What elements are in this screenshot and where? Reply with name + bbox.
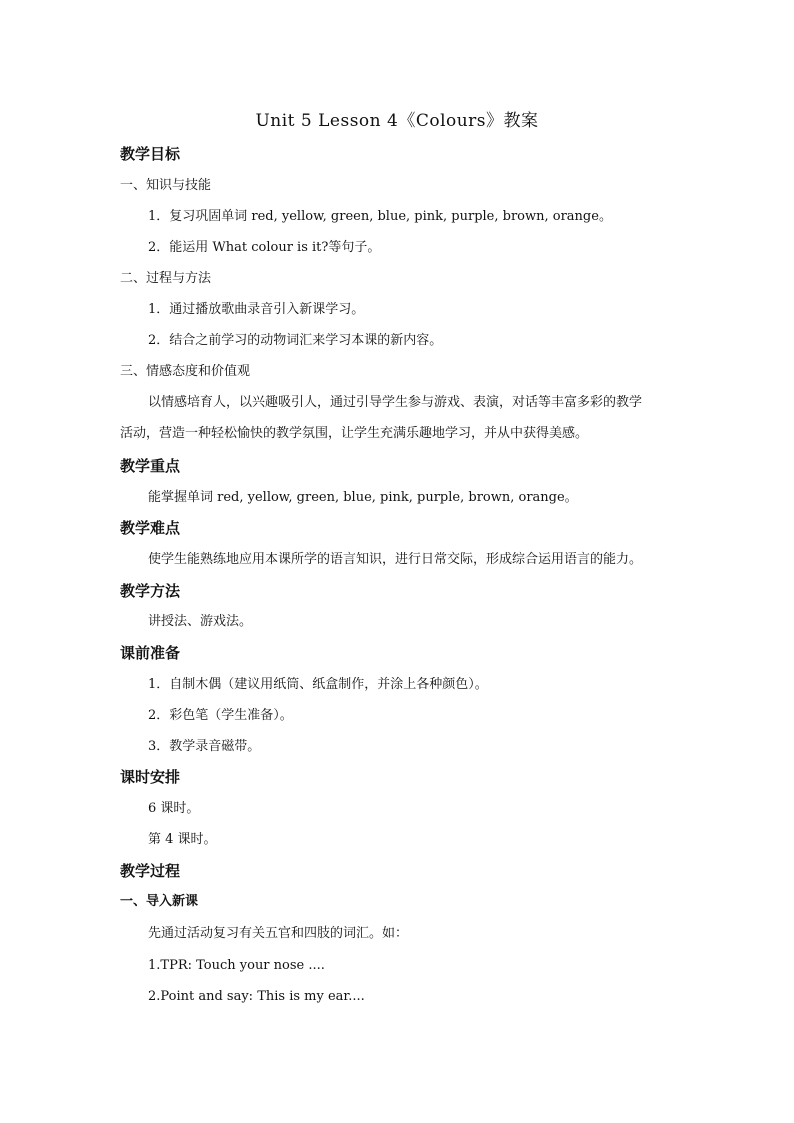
list-item: 1．自制木偶（建议用纸筒、纸盒制作，并涂上各种颜色）。 [148, 677, 488, 692]
list-item: 2．能运用 What colour is it?等句子。 [148, 240, 381, 255]
subheading-lead-in: 一、导入新课 [120, 894, 199, 909]
paragraph-line: 先通过活动复习有关五官和四肢的词汇。如： [148, 926, 409, 941]
section-heading-difficulties: 教学难点 [120, 519, 181, 537]
section-heading-procedure: 教学过程 [120, 862, 181, 880]
paragraph-line: 讲授法、游戏法。 [148, 614, 253, 629]
section-heading-preparation: 课前准备 [120, 644, 181, 662]
list-item: 2.Point and say: This is my ear.... [148, 989, 365, 1004]
list-item: 6 课时。 [148, 801, 200, 816]
list-item: 2．彩色笔（学生准备）。 [148, 708, 293, 723]
section-heading-schedule: 课时安排 [120, 768, 181, 786]
subheading-process-methods: 二、过程与方法 [120, 271, 212, 286]
section-heading-objectives: 教学目标 [120, 145, 181, 163]
list-item: 1．复习巩固单词 red, yellow, green, blue, pink, purple, brown, orange。 [148, 209, 612, 224]
list-item: 1．通过播放歌曲录音引入新课学习。 [148, 302, 365, 317]
subheading-knowledge-skills: 一、知识与技能 [120, 178, 212, 193]
document-title: Unit 5 Lesson 4《Colours》教案 [255, 111, 539, 131]
paragraph-line: 能掌握单词 red, yellow, green, blue, pink, purple, brown, orange。 [148, 490, 578, 505]
paragraph-line: 活动，营造一种轻松愉快的教学氛围，让学生充满乐趣地学习，并从中获得美感。 [120, 426, 589, 441]
list-item: 3．教学录音磁带。 [148, 739, 261, 754]
paragraph-line: 使学生能熟练地应用本课所学的语言知识，进行日常交际，形成综合运用语言的能力。 [148, 552, 643, 567]
section-heading-methods: 教学方法 [120, 582, 181, 600]
list-item: 第 4 课时。 [148, 832, 217, 847]
list-item: 2．结合之前学习的动物词汇来学习本课的新内容。 [148, 333, 443, 348]
list-item: 1.TPR: Touch your nose .... [148, 958, 325, 973]
paragraph-line: 以情感培育人，以兴趣吸引人，通过引导学生参与游戏、表演，对话等丰富多彩的教学 [148, 395, 643, 410]
section-heading-key-points: 教学重点 [120, 457, 181, 475]
subheading-attitudes-values: 三、情感态度和价值观 [120, 364, 251, 379]
